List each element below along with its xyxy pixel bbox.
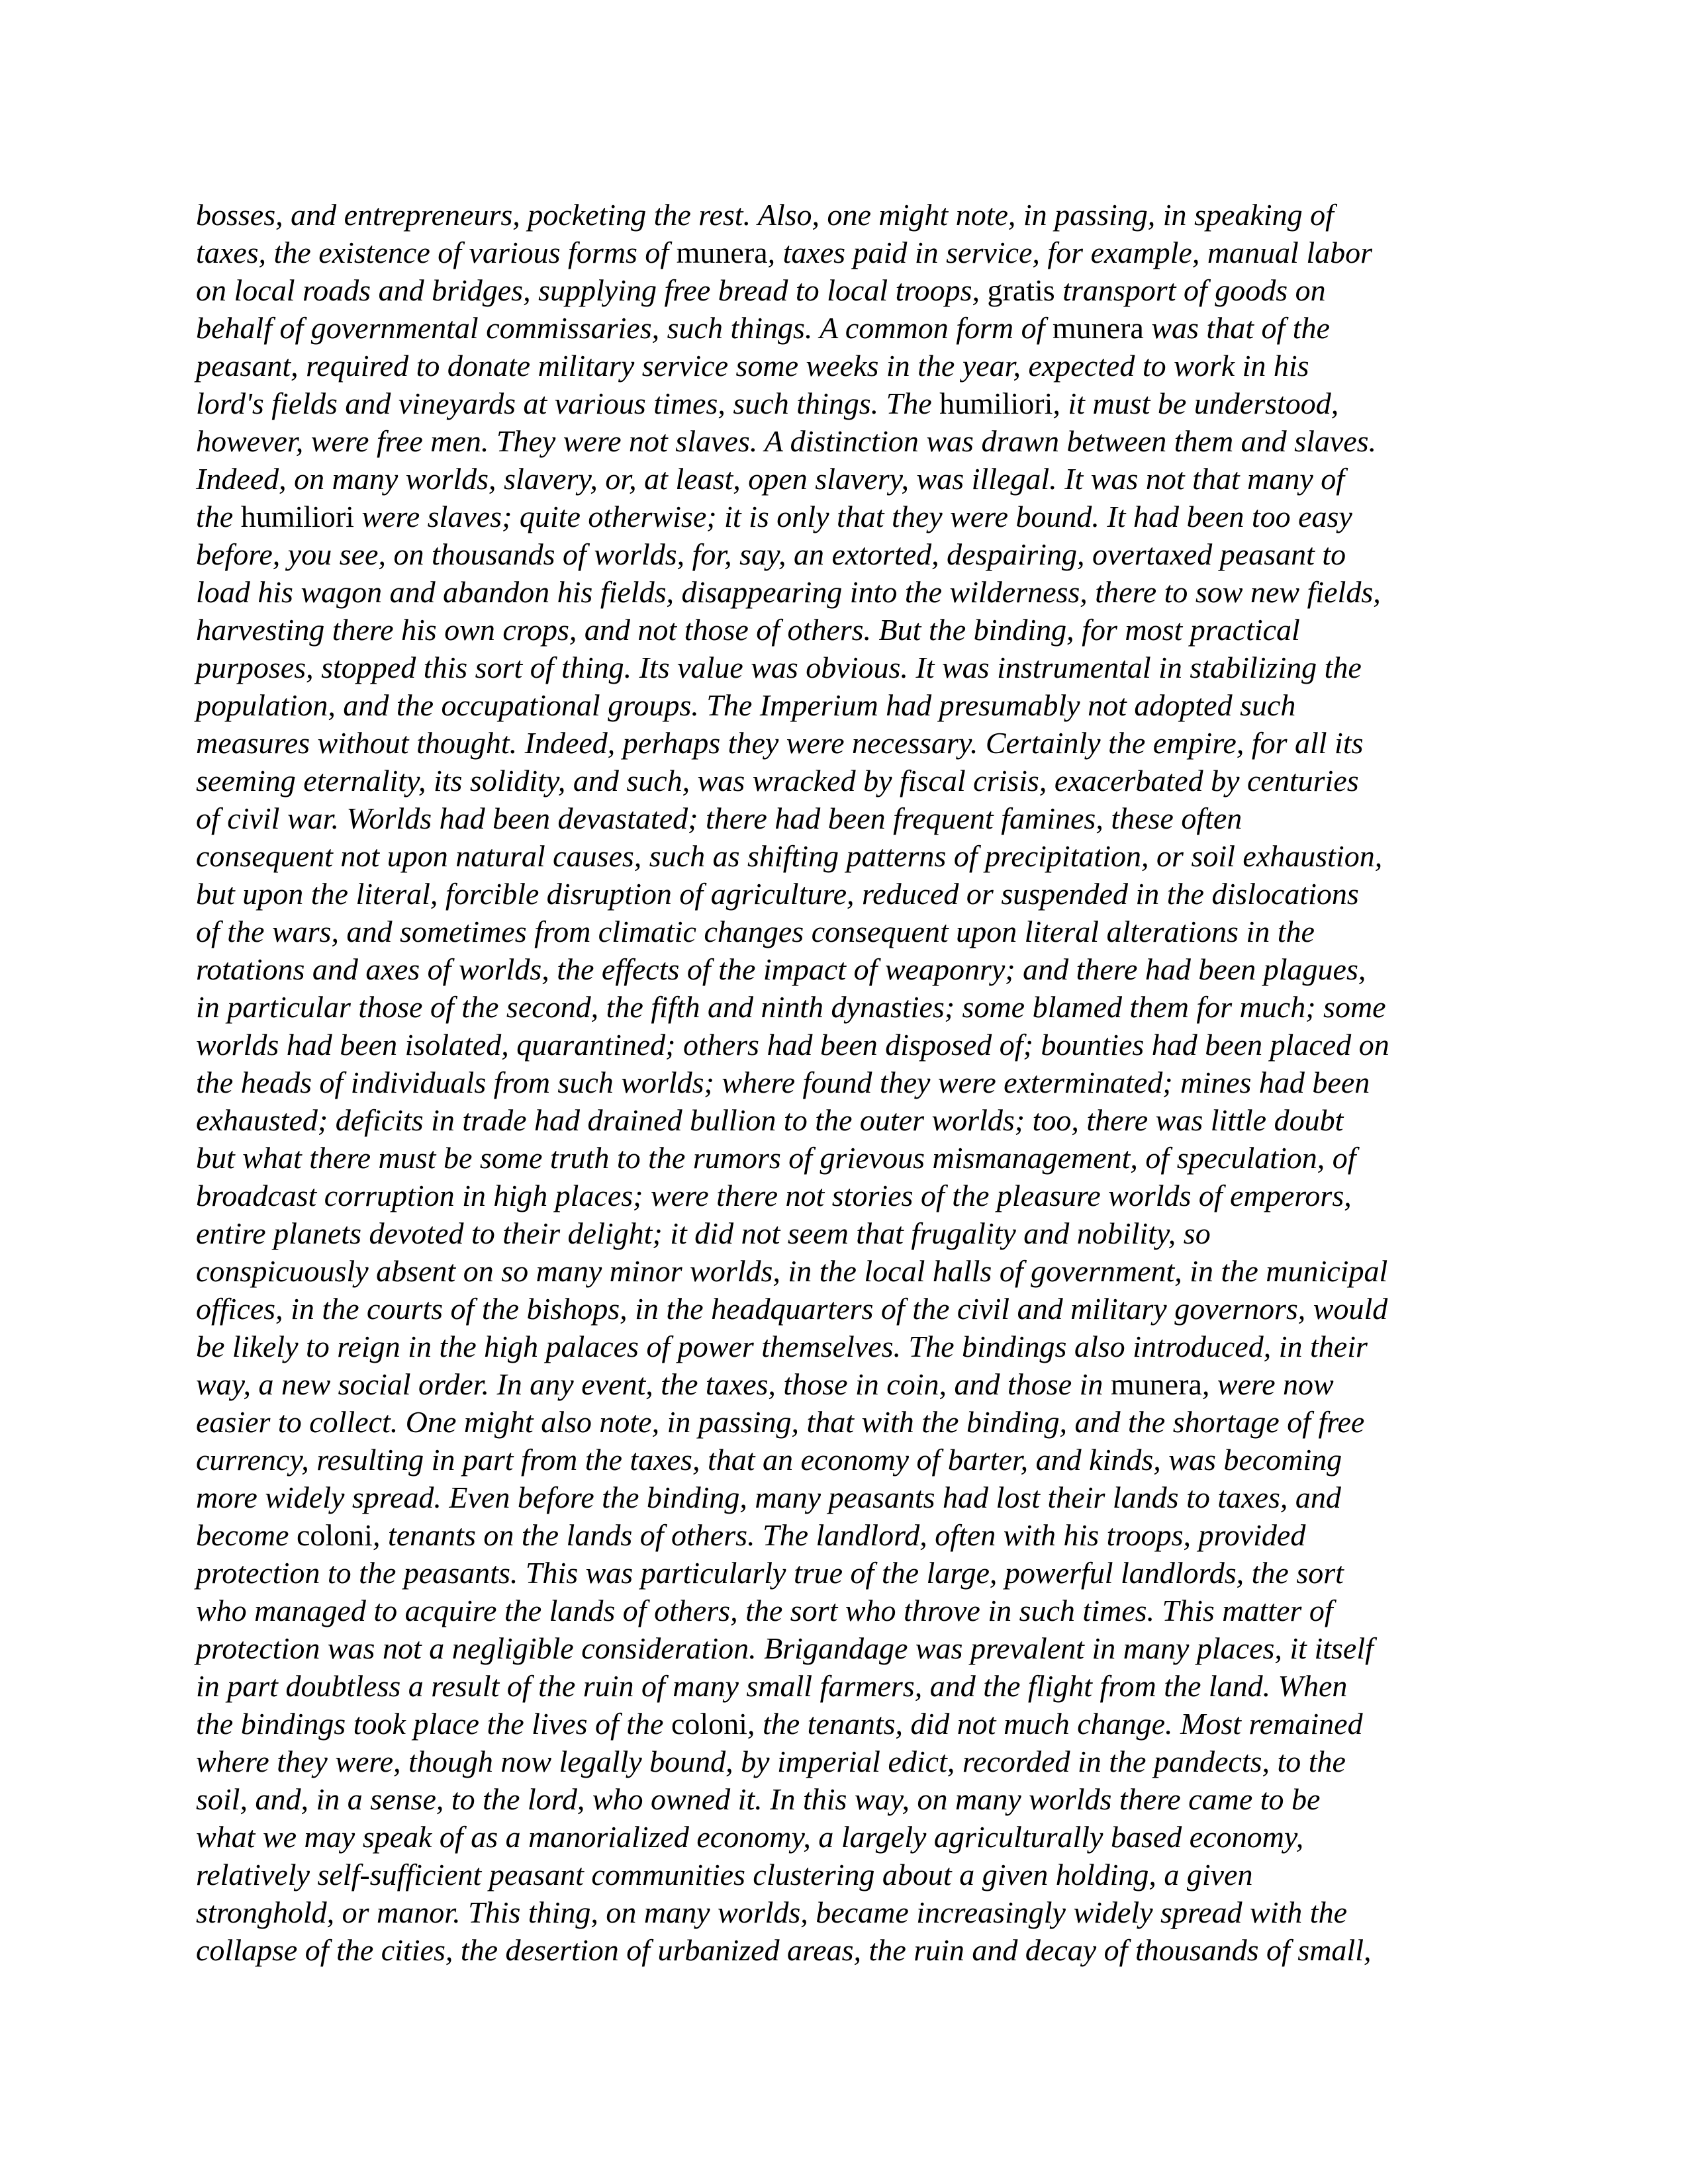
latin-term: munera [1052,311,1144,345]
text-line [196,1252,1493,1290]
text-run: consequent not upon natural causes, such as shifting patterns of precipitation, or soil exhaustion, [196,839,1383,873]
text-line [196,1064,1493,1101]
text-run: taxes, the existence of various forms of [196,236,677,269]
text-run: stronghold, or manor. This thing, on many worlds, became increasingly widely spread with the [196,1895,1347,1929]
text-line [196,309,1493,347]
text-run: collapse of the cities, the desertion of urbanized areas, the ruin and decay of thousands of small, [196,1933,1372,1967]
text-line [196,686,1493,724]
text-run: where they were, though now legally bound, by imperial edict, recorded in the pandects, to the [196,1745,1346,1778]
text-run: who managed to acquire the lands of others, the sort who throve in such times. This matter of [196,1594,1333,1627]
text-run: rotations and axes of worlds, the effects of the impact of weaponry; and there had been plagues, [196,952,1366,986]
text-run: behalf of governmental commissaries, such things. A common form of [196,311,1053,345]
text-line [196,1516,1493,1554]
text-run: peasant, required to donate military service some weeks in the year, expected to work in his [196,349,1309,383]
text-run: , taxes paid in service, for example, manual labor [767,236,1373,269]
text-run: what we may speak of as a manorialized economy, a largely agriculturally based economy, [196,1820,1304,1854]
text-line [196,1026,1493,1064]
text-line [196,1856,1493,1893]
text-run: the bindings took place the lives of the [196,1707,671,1741]
text-run: on local roads and bridges, supplying free bread to local troops, [196,273,988,307]
text-line [196,913,1493,950]
text-line [196,535,1493,573]
text-line [196,1667,1493,1705]
text-run: bosses, and entrepreneurs, pocketing the rest. Also, one might note, in passing, in speaking of [196,198,1334,232]
text-line [196,1893,1493,1931]
text-run: seeming eternality, its solidity, and such, was wracked by fiscal crisis, exacerbated by centuries [196,764,1359,797]
text-line [196,799,1493,837]
text-line [196,1931,1493,1969]
latin-term: humiliori [939,387,1053,420]
text-run: , were now [1201,1367,1334,1401]
text-run: were slaves; quite otherwise; it is only that they were bound. It had been too easy [353,500,1352,533]
text-run: the [196,500,241,533]
text-line [196,837,1493,875]
text-run: conspicuously absent on so many minor worlds, in the local halls of government, in the municipal [196,1254,1388,1288]
text-line [196,1214,1493,1252]
text-run: however, were free men. They were not slaves. A distinction was drawn between them and slaves. [196,424,1377,458]
text-run: be likely to reign in the high palaces of power themselves. The bindings also introduced, in their [196,1330,1368,1363]
text-run: but what there must be some truth to the rumors of grievous mismanagement, of speculation, of [196,1141,1356,1175]
text-line [196,1101,1493,1139]
text-line [196,724,1493,762]
text-line [196,1818,1493,1856]
text-line [196,1290,1493,1328]
text-run: load his wagon and abandon his fields, disappearing into the wilderness, there to sow new fields, [196,575,1381,609]
text-run: purposes, stopped this sort of thing. Its value was obvious. It was instrumental in stabilizing the [196,651,1362,684]
text-run: soil, and, in a sense, to the lord, who owned it. In this way, on many worlds there came to be [196,1782,1321,1816]
text-run: protection was not a negligible consideration. Brigandage was prevalent in many places, it itself [196,1631,1374,1665]
text-line [196,573,1493,611]
text-line [196,1441,1493,1479]
text-run: harvesting there his own crops, and not those of others. But the binding, for most practical [196,613,1300,647]
text-run: , it must be understood, [1053,387,1339,420]
text-line [196,988,1493,1026]
text-line [196,611,1493,649]
text-line [196,1554,1493,1592]
text-run: in particular those of the second, the fifth and ninth dynasties; some blamed them for much; some [196,990,1386,1024]
text-run: was that of the [1143,311,1330,345]
text-line [196,422,1493,460]
text-run: of the wars, and sometimes from climatic changes consequent upon literal alterations in the [196,915,1315,948]
text-line [196,1479,1493,1516]
text-run: way, a new social order. In any event, the taxes, those in coin, and those in [196,1367,1111,1401]
text-line [196,649,1493,686]
text-line [196,385,1493,422]
text-run: offices, in the courts of the bishops, in the headquarters of the civil and military governors, would [196,1292,1388,1326]
text-run: population, and the occupational groups. The Imperium had presumably not adopted such [196,688,1296,722]
text-run: currency, resulting in part from the taxes, that an economy of barter, and kinds, was becoming [196,1443,1342,1477]
text-line [196,762,1493,799]
text-line [196,196,1493,234]
text-run: more widely spread. Even before the binding, many peasants had lost their lands to taxes, and [196,1480,1341,1514]
text-run: exhausted; deficits in trade had drained bullion to the outer worlds; too, there was little doubt [196,1103,1344,1137]
text-line [196,950,1493,988]
text-run: in part doubtless a result of the ruin of many small farmers, and the flight from the land. When [196,1669,1348,1703]
text-line [196,1705,1493,1743]
text-line [196,1592,1493,1629]
text-run: of civil war. Worlds had been devastated; there had been frequent famines, these often [196,801,1243,835]
latin-term: humiliori [240,500,354,533]
text-run: relatively self-sufficient peasant communities clustering about a given holding, a given [196,1858,1253,1891]
text-line [196,460,1493,498]
text-run: broadcast corruption in high places; were there not stories of the pleasure worlds of emperors, [196,1179,1352,1212]
latin-term: coloni [671,1707,747,1741]
text-line [196,271,1493,309]
text-run: the heads of individuals from such worlds; where found they were exterminated; mines had been [196,1066,1370,1099]
text-run: but upon the literal, forcible disruption of agriculture, reduced or suspended in the dislocations [196,877,1359,911]
text-line [196,1743,1493,1780]
text-run: transport of goods on [1055,273,1326,307]
text-run: lord's fields and vineyards at various times, such things. The [196,387,940,420]
text-run: become [196,1518,297,1552]
text-run: measures without thought. Indeed, perhaps they were necessary. Certainly the empire, for all its [196,726,1364,760]
text-line [196,1177,1493,1214]
text-line [196,1780,1493,1818]
text-line [196,498,1493,535]
latin-term: munera [676,236,768,269]
text-line [196,1629,1493,1667]
text-line [196,347,1493,385]
text-run: entire planets devoted to their delight; it did not seem that frugality and nobility, so [196,1216,1211,1250]
body-text [196,196,1493,1969]
text-line [196,1365,1493,1403]
text-line [196,1139,1493,1177]
text-line [196,234,1493,271]
text-run: Indeed, on many worlds, slavery, or, at least, open slavery, was illegal. It was not that many of [196,462,1345,496]
text-run: worlds had been isolated, quarantined; others had been disposed of; bounties had been placed on [196,1028,1389,1062]
latin-term: coloni [296,1518,373,1552]
text-run: easier to collect. One might also note, in passing, that with the binding, and the shortage of free [196,1405,1365,1439]
latin-term: munera [1110,1367,1202,1401]
text-line [196,1403,1493,1441]
text-run: protection to the peasants. This was particularly true of the large, powerful landlords, the sort [196,1556,1344,1590]
text-line [196,875,1493,913]
text-run: before, you see, on thousands of worlds, for, say, an extorted, despairing, overtaxed peasant to [196,537,1346,571]
text-line [196,1328,1493,1365]
text-run: , the tenants, did not much change. Most remained [747,1707,1363,1741]
text-run: , tenants on the lands of others. The landlord, often with his troops, provided [372,1518,1306,1552]
latin-term: gratis [987,273,1055,307]
